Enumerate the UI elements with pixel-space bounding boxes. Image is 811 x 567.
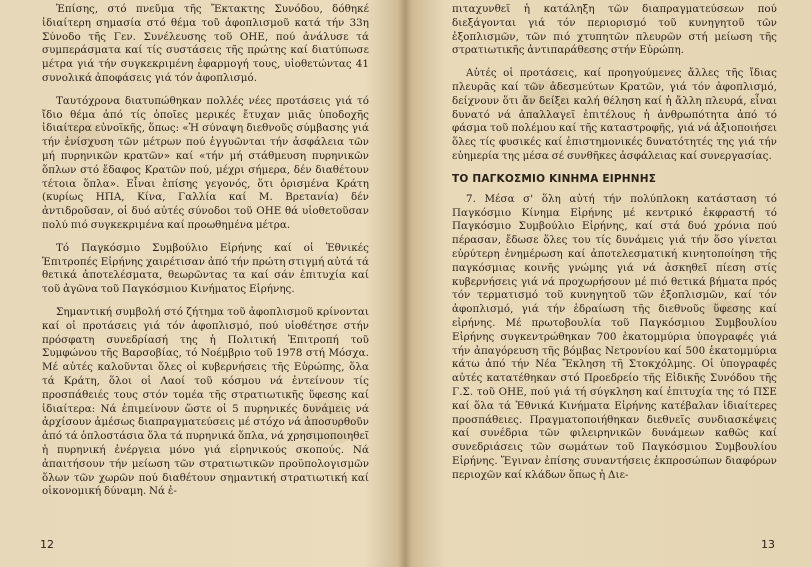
paragraph: πιταχυνθεῖ ἡ κατάληξη τῶν διαπραγματεύσεων πού διεξάγονται γιά τόν περιορισμό τοῦ κυνηγητοῦ τῶν ἐξοπλισμῶν, τῶν πιό χτυπητῶν πλευρῶν στή μείωση τῆς στρατιωτικῆς ἀντιπαράθεσης στήν Εὐρώπη. bbox=[452, 3, 777, 57]
page-number: 12 bbox=[40, 538, 54, 551]
paragraph: Ἐπίσης, στό πνεῦμα τῆς Ἔκτακτης Συνόδου, δόθηκέ ἰδιαίτερη σημασία στό θέμα τοῦ ἀφοπλισμοῦ κατά τήν 33η Σύνοδο τῆς Γεν. Συνέλευσης τοῦ ΟΗΕ, πού ἀνάλυσε τά συμπεράσματα καί τίς συστάσεις τῆς πρώτης καί διατύπωσε μέτρα γιά τήν συγκεκριμένη ἐφαρμογή τους, υἱοθετώντας 41 συνολικά ἀποφάσεις γιά τόν ἀφοπλισμό. bbox=[42, 3, 369, 84]
paragraph: Αὐτές οἱ προτάσεις, καί προηγούμενες ἄλλες τῆς ἴδιας πλευρᾶς καί τῶν ἀδεσμεύτων Κρατῶν, γιά τόν ἀφοπλισμό, δείχνουν ὅτι ἄν δείξει καλή θέληση καί ἡ ἄλλη πλευρά, εἶναι δυνατό νά ἀπαλλαγεῖ ἐπιτέλους ἡ ἀνθρωπότητα ἀπό τό φάσμα τοῦ πολέμου καί τῆς καταστροφῆς, γιά νά ἀξιοποιήσει ὅλες τίς φυσικές καί ἐπιστημονικές δυνατότητές της γιά τήν εὐημερία της μέσα σέ συνθῆκες ἀσφάλειας καί συνεργασίας. bbox=[452, 67, 777, 162]
left-page bbox=[0, 0, 403, 567]
section-heading: ΤΟ ΠΑΓΚΟΣΜΙΟ ΚΙΝΗΜΑ ΕΙΡΗΝΗΣ bbox=[452, 172, 657, 185]
page-number: 13 bbox=[761, 538, 775, 551]
right-page bbox=[408, 0, 811, 567]
paragraph: Τό Παγκόσμιο Συμβούλιο Εἰρήνης καί οἱ Ἐθνικές Ἐπιτροπές Εἰρήνης χαιρέτισαν ἀπό τήν πρώτη στιγμή αὐτά τά θετικά ἀποτελέσματα, θεωρῶντας τα καί σάν ἐπιτυχία καί τοῦ ἀγῶνα τοῦ Παγκόσμιου Κινήματος Εἰρήνης. bbox=[42, 241, 369, 296]
paragraph: 7. Μέσα σ' ὅλη αὐτή τήν πολύπλοκη κατάσταση τό Παγκόσμιο Κίνημα Εἰρήνης μέ κεντρικό ἐκφραστή τό Παγκόσμιο Συμβούλιο Εἰρήνης, καί στά δυό χρόνια πού πέρασαν, ἔδωσε ὅλες του τίς δυνάμεις γιά τήν ὅσο γίνεται εὐρύτερη ἐνημέρωση καί ἀποτελεσματική κινητοποίηση τῆς παγκόσμιας κοινῆς γνώμης γιά νά ἀσκηθεῖ πίεση στίς κυβερνήσεις γιά νά προχωρήσουν μέ πιό θετικά βήματα πρός τόν τερματισμό τοῦ κυνηγητοῦ τῶν ἐξοπλισμῶν, καί τόν ἀφοπλισμό, γιά τήν ἑδραίωση τῆς διεθνοῦς ὕφεσης καί εἰρήνης. Μέ πρωτοβουλία τοῦ Παγκόσμιου Συμβουλίου Εἰρήνης συγκεντρώθηκαν 700 ἑκατομμύρια ὑπογραφές γιά τήν ἀπαγόρευση τῆς βόμβας Νετρονίου καί 500 ἑκατομμύρια κάτω ἀπό τήν Νέα Ἔκληση τῆ Στοκχόλμης. Οἱ ὑπογραφές αὐτές κατατέθηκαν στό Προεδρείο τῆς Εἰδικῆς Συνόδου τῆς Γ.Σ. τοῦ ΟΗΕ, πού γιά τή σύγκληση καί ἐπιτυχία της τό ΠΣΕ καί ὅλα τά Ἐθνικά Κινήματα Εἰρήνης κατέβαλαν ἰδιαίτερες προσπάθειες. Πραγματοποιήθηκαν διεθνεῖς συνδιασκέψεις καί συνέδρια τῶν φιλειρηνικῶν δυνάμεων καθῶς καί συνεδριάσεις τῶν σωμάτων τοῦ Παγκόσμιου Συμβουλίου Εἰρήνης. Ἔγιναν ἐπίσης συναντήσεις ἐκπροσώπων διαφόρων περιοχῶν καί κλάδων ὅπως ἡ Διε- bbox=[452, 192, 777, 481]
paragraph: Ταυτόχρονα διατυπώθηκαν πολλές νέες προτάσεις γιά τό ἴδιο θέμα ἀπό τίς ὁποῖες μερικές ἔτυχαν μιᾶς ὑποδοχῆς ἰδιαίτερα εὐνοϊκῆς, ὅπως: «Ἡ σύναψη διεθνοῦς σύμβασης γιά τήν ἐνίσχυση τῶν μέτρων πού ἐγγυῶνται τήν ἀσφάλεια τῶν μή πυρηνικῶν κρατῶν» καί «τήν μή στάθμευση πυρηνικῶν ὅπλων στό ἔδαφος Κρατῶν πού, μέχρι σήμερα, δέν διαθέτουν τέτοια ὅπλα». Εἶναι ἐπίσης γεγονός, ὅτι ὁρισμένα Κράτη (κυρίως ΗΠΑ, Κίνα, Γαλλία καί Μ. Βρετανία) δέν ἀντιδροῦσαν, οἱ δυό αὐτές σύνοδοι τοῦ ΟΗΕ θά υἱοθετοῦσαν πολύ πιό συγκεκριμένα καί προωθημένα μέτρα. bbox=[42, 94, 369, 231]
paragraph: Σημαντική συμβολή στό ζήτημα τοῦ ἀφοπλισμοῦ κρίνονται καί οἱ προτάσεις γιά τόν ἀφοπλισμό, πού υἱοθέτησε στήν πρόσφατη συνεδρίασή της ἡ Πολιτική Ἐπιτροπή τοῦ Συμφώνου τῆς Βαρσοβίας, τό Νοέμβριο τοῦ 1978 στή Μόσχα. Μέ αὐτές καλοῦνται ὅλες οἱ κυβερνήσεις τῆς Εὐρώπης, ὅλα τά Κράτη, ὅλοι οἱ Λαοί τοῦ κόσμου νά ἐντείνουν τίς προσπάθειές τους στόν τομέα τῆς στρατιωτικῆς ὕφεσης καί ἰδιαίτερα: Νά ἐπιμείνουν ὥστε οἱ 5 πυρηνικές δυνάμεις νά ἀρχίσουν ἀμέσως διαπραγματεύσεις μέ στόχο νά ἀποσυρθοῦν ἀπό τά ὁπλοστάσια ὅλα τά πυρηνικά ὅπλα, νά χρησιμοποιηθεῖ ἡ πυρηνική ἐνέργεια μόνο γιά εἰρηνικούς σκοπούς. Νά ἀπαιτήσουν τήν μείωση τῶν στρατιωτικῶν προϋπολογισμῶν ὅλων τῶν χωρῶν πού διαθέτουν σημαντική στρατιωτική καί οἰκονομική δύναμη. Νά ἐ- bbox=[42, 305, 369, 498]
